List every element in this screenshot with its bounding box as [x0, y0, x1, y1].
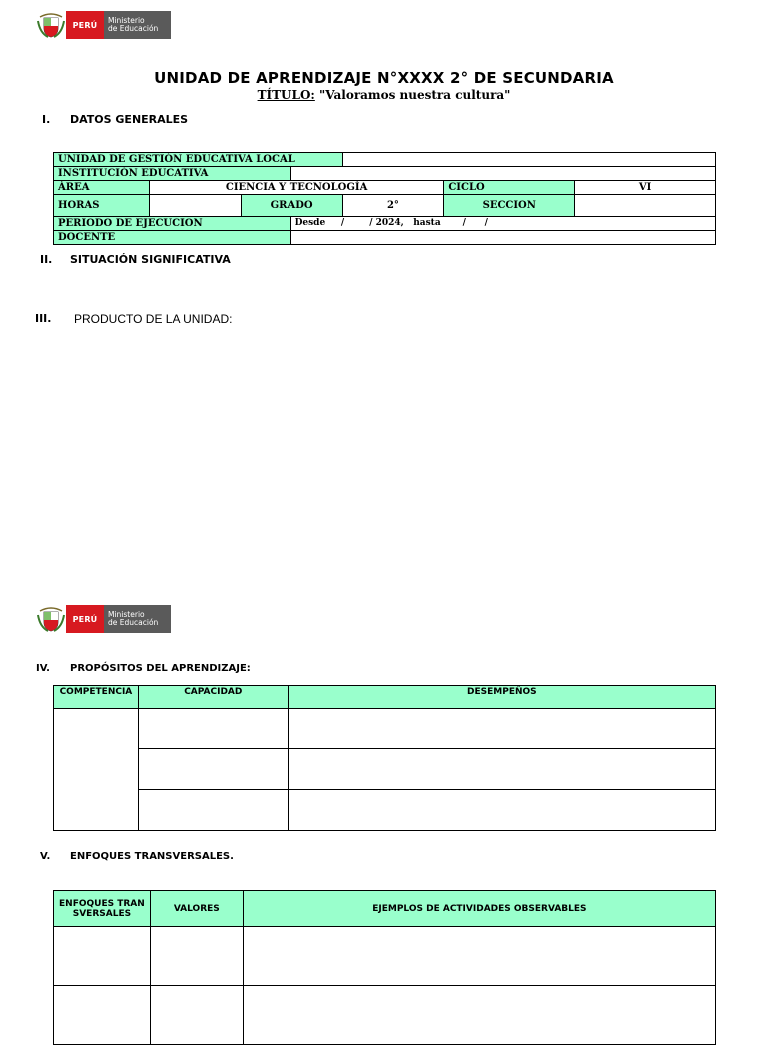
section-number: I.	[42, 113, 51, 126]
section-title: PRODUCTO DE LA UNIDAD:	[74, 312, 233, 326]
desempeno-cell[interactable]	[288, 709, 715, 749]
header-capacidad: CAPACIDAD	[138, 686, 288, 709]
header-ejemplos: EJEMPLOS DE ACTIVIDADES OBSERVABLES	[243, 891, 715, 927]
seccion-value[interactable]	[575, 195, 716, 217]
minedu-logo	[36, 605, 171, 633]
ugel-label: UNIDAD DE GESTIÓN EDUCATIVA LOCAL	[54, 153, 343, 167]
ministry-name	[104, 605, 171, 633]
ministry-line-1: Ministerio	[108, 610, 145, 619]
header-valores: VALORES	[150, 891, 243, 927]
datos-generales-table	[53, 152, 716, 245]
docente-label: DOCENTE	[54, 231, 291, 245]
docente-value[interactable]	[290, 231, 715, 245]
capacidad-cell[interactable]	[138, 709, 288, 749]
valor-cell[interactable]	[150, 986, 243, 1045]
section-title: SITUACIÓN SIGNIFICATIVA	[70, 253, 231, 266]
institucion-label: INSTITUCIÓN EDUCATIVA	[54, 167, 291, 181]
coat-of-arms-icon	[36, 11, 66, 39]
peru-brand: PERÚ	[66, 11, 104, 39]
ciclo-value: VI	[575, 181, 716, 195]
desempeno-cell[interactable]	[288, 790, 715, 831]
header-enfoques: ENFOQUES TRANSVERSALES	[54, 891, 151, 927]
desempeno-cell[interactable]	[288, 749, 715, 790]
horas-label: HORAS	[54, 195, 150, 217]
section-number: III.	[35, 312, 52, 325]
ugel-value[interactable]	[342, 153, 715, 167]
grado-label: GRADO	[241, 195, 342, 217]
area-value: CIENCIA Y TECNOLOGÍA	[149, 181, 443, 195]
peru-brand: PERÚ	[66, 605, 104, 633]
minedu-logo	[36, 11, 171, 39]
periodo-label: PERIODO DE EJECUCION	[54, 217, 291, 231]
area-label: ÁREA	[54, 181, 150, 195]
ejemplo-cell[interactable]	[243, 927, 715, 986]
capacidad-cell[interactable]	[138, 749, 288, 790]
ministry-line-2: de Educación	[108, 618, 159, 627]
section-number: II.	[40, 253, 53, 266]
valor-cell[interactable]	[150, 927, 243, 986]
ministry-line-2: de Educación	[108, 24, 159, 33]
horas-value[interactable]	[149, 195, 241, 217]
section-title: DATOS GENERALES	[70, 113, 189, 126]
institucion-value[interactable]	[290, 167, 715, 181]
section-number: V.	[40, 851, 51, 862]
grado-value: 2°	[342, 195, 444, 217]
ministry-name	[104, 11, 171, 39]
section-number: IV.	[36, 663, 50, 674]
section-title: PROPÓSITOS DEL APRENDIZAJE:	[70, 663, 251, 674]
document-subtitle	[0, 88, 768, 102]
coat-of-arms-icon	[36, 605, 66, 633]
propositos-table	[53, 685, 716, 831]
seccion-label: SECCION	[444, 195, 575, 217]
subtitle-value: "Valoramos nuestra cultura"	[314, 88, 511, 102]
header-desempenos: DESEMPEÑOS	[288, 686, 715, 709]
header-competencia: COMPETENCIA	[54, 686, 139, 709]
competencia-cell[interactable]	[54, 709, 139, 831]
enfoque-cell[interactable]	[54, 986, 151, 1045]
ejemplo-cell[interactable]	[243, 986, 715, 1045]
enfoque-cell[interactable]	[54, 927, 151, 986]
document-title: UNIDAD DE APRENDIZAJE N°XXXX 2° DE SECUNDARIA	[154, 69, 614, 87]
capacidad-cell[interactable]	[138, 790, 288, 831]
ministry-line-1: Ministerio	[108, 16, 145, 25]
enfoques-table	[53, 890, 716, 1045]
periodo-value[interactable]: Desde / / 2024, hasta / /	[290, 217, 715, 231]
subtitle-label: TÍTULO:	[257, 88, 315, 102]
section-title: ENFOQUES TRANSVERSALES.	[70, 851, 234, 862]
ciclo-label: CICLO	[444, 181, 575, 195]
